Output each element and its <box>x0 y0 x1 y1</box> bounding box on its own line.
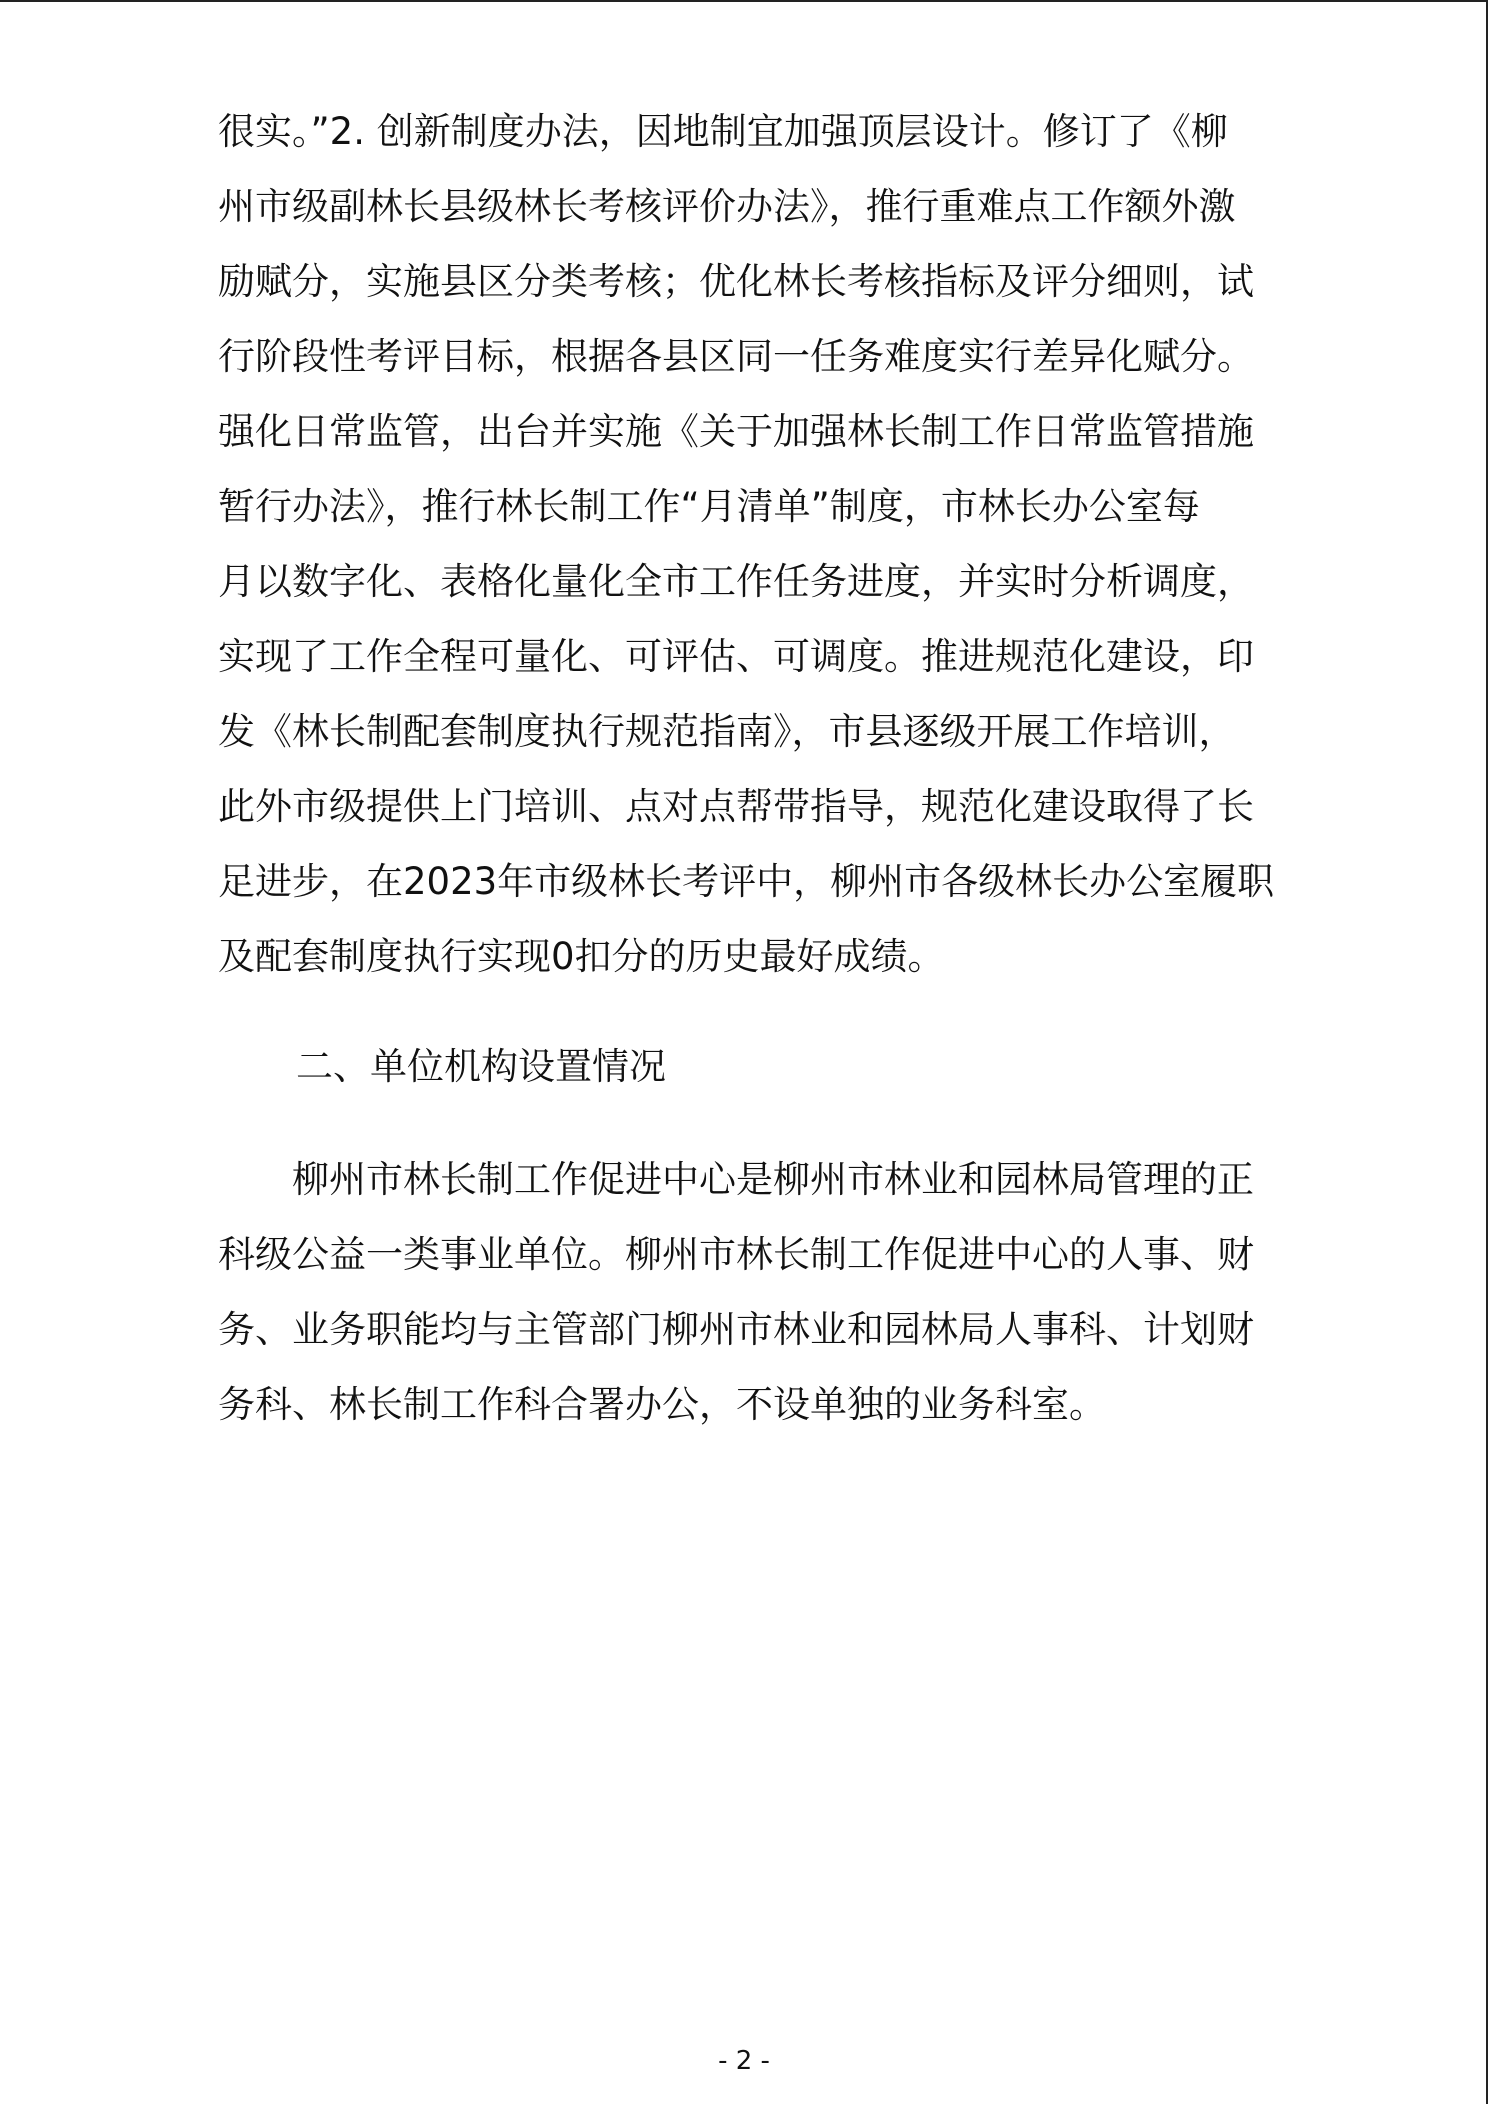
paragraph-line: 足进步，在2023年市级林长考评中，柳州市各级林长办公室履职 <box>218 860 1275 903</box>
paragraph-line: 强化日常监管，出台并实施《关于加强林长制工作日常监管措施 <box>218 410 1254 453</box>
paragraph-line: 柳州市林长制工作促进中心是柳州市林业和园林局管理的正 <box>292 1158 1254 1201</box>
paragraph-line: 发《林长制配套制度执行规范指南》，市县逐级开展工作培训， <box>218 710 1236 753</box>
paragraph-line: 月以数字化、表格化量化全市工作任务进度，并实时分析调度， <box>218 560 1254 603</box>
paragraph-line: 很实。”2. 创新制度办法，因地制宜加强顶层设计。修订了《柳 <box>218 110 1228 153</box>
paragraph-line: 科级公益一类事业单位。柳州市林长制工作促进中心的人事、财 <box>218 1233 1254 1276</box>
section-heading: 二、单位机构设置情况 <box>296 1045 666 1088</box>
page-number: - 2 - <box>718 2046 770 2076</box>
paragraph-line: 此外市级提供上门培训、点对点帮带指导，规范化建设取得了长 <box>218 785 1254 828</box>
paragraph-line: 及配套制度执行实现0扣分的历史最好成绩。 <box>218 935 945 978</box>
paragraph-line: 实现了工作全程可量化、可评估、可调度。推进规范化建设，印 <box>218 635 1254 678</box>
paragraph-line: 务、业务职能均与主管部门柳州市林业和园林局人事科、计划财 <box>218 1308 1254 1351</box>
paragraph-line: 务科、林长制工作科合署办公，不设单独的业务科室。 <box>218 1383 1106 1426</box>
paragraph-line: 励赋分，实施县区分类考核；优化林长考核指标及评分细则，试 <box>218 260 1254 303</box>
paragraph-line: 行阶段性考评目标，根据各县区同一任务难度实行差异化赋分。 <box>218 335 1254 378</box>
paragraph-line: 暂行办法》，推行林长制工作“月清单”制度，市林长办公室每 <box>218 485 1200 528</box>
paragraph-line: 州市级副林长县级林长考核评价办法》，推行重难点工作额外激 <box>218 185 1236 228</box>
